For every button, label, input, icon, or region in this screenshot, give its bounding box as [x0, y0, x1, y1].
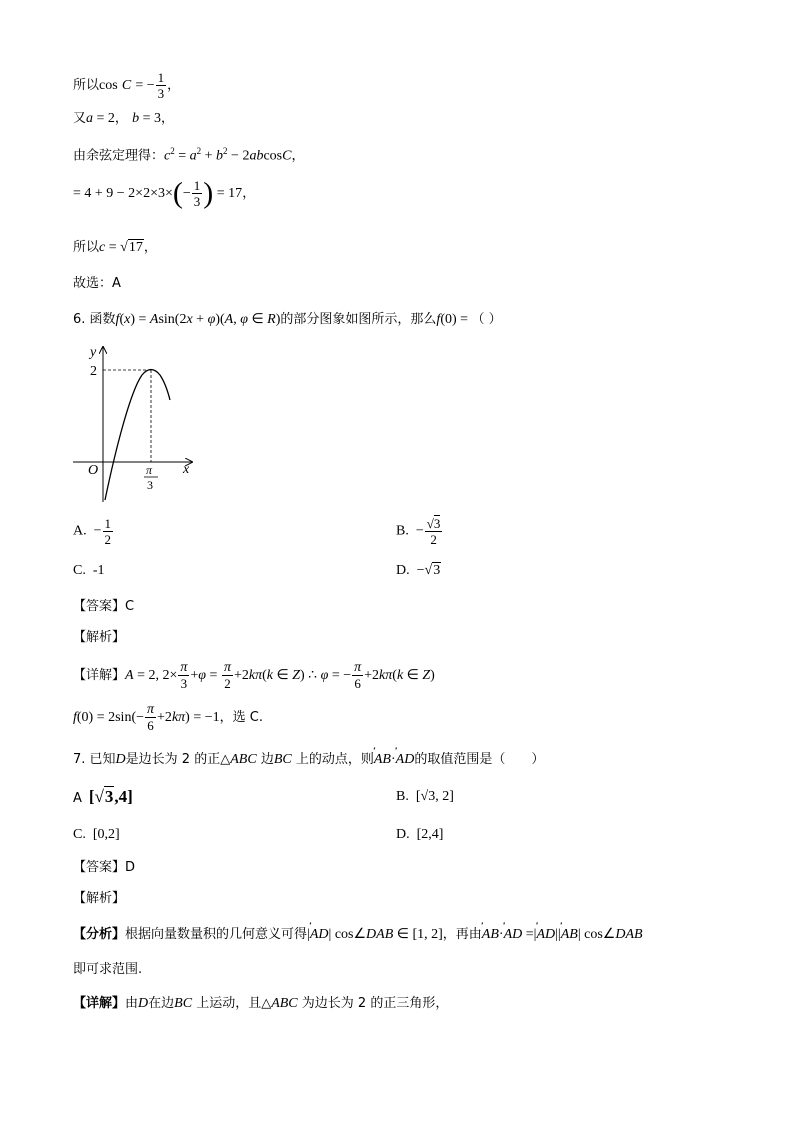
q7-fenxi: 【分析】根据向量数量积的几何意义可得|′′′ AD| cos∠DAB ∈ [1, 2]，再由′′′ AB·′′′ AD =|′′′ AD||′′′ AB| cos∠DAB: [73, 925, 643, 945]
q6-option-d[interactable]: D. −√3: [396, 563, 441, 578]
x-tick-den: 3: [147, 478, 153, 492]
text: ，再由: [442, 927, 482, 942]
option-letter: B.: [396, 789, 409, 804]
sine-curve: [105, 370, 170, 501]
q6-answer: 【答案】C: [73, 599, 135, 614]
text: 由余弦定理得：: [73, 148, 165, 164]
q7-option-a[interactable]: A [√3,4]: [73, 787, 133, 806]
text: 的取值范围是（ ）: [414, 752, 545, 767]
text: 由: [125, 996, 139, 1011]
detail-tag: 【详解】: [73, 668, 126, 683]
line-cosC: 所以cos C = − $\frac{1}{3}$ ，: [73, 70, 181, 101]
q6-analysis: 【解析】: [73, 630, 126, 645]
text: 所以: [73, 78, 100, 93]
q7-option-c[interactable]: [73, 824, 120, 846]
option-value: [√3, 2]: [415, 789, 454, 804]
text: 所以: [73, 240, 100, 255]
y-tick-label: 2: [90, 364, 97, 379]
detail-tag: 【详解】: [73, 996, 126, 1011]
q6-option-b[interactable]: B. − $\frac{√3}{2}$: [396, 516, 441, 547]
text: 6. 函数: [73, 312, 116, 327]
line-calc: = 4 + 9 − 2×2×3×(− $\frac{1}{3}$ ) = 17，: [73, 176, 256, 210]
option-letter: D.: [396, 563, 410, 578]
origin-label: O: [88, 463, 99, 478]
option-letter: D.: [396, 827, 410, 842]
text: 边: [260, 752, 274, 767]
line-ab: 又a = 2， b = 3，: [73, 111, 174, 126]
y-label: y: [90, 345, 97, 360]
line-cosine-law: 由余弦定理得：$c^2 = a^2 + b^2 - 2abcosC$，: [73, 146, 305, 164]
text: 上运动，且△: [196, 996, 272, 1011]
fenxi-tag: 【分析】: [73, 927, 126, 942]
q6-detail-2: f(0) = 2sin(− $\frac{\pi}{6}$ +2kπ) = −1，选 C.: [73, 702, 263, 733]
option-letter: B.: [396, 523, 409, 539]
x-label: x: [183, 462, 190, 477]
q7-option-d[interactable]: [396, 824, 443, 846]
sine-graph: [70, 342, 200, 507]
option-letter: C.: [73, 827, 86, 842]
q7-answer: 【答案】D: [73, 860, 136, 875]
option-value: [0,2]: [92, 827, 120, 842]
option-letter: A.: [73, 523, 87, 539]
text: 根据向量数量积的几何意义可得: [125, 927, 308, 942]
option-value: -1: [92, 563, 105, 578]
text: 的部分图象如图所示，那么: [280, 312, 437, 327]
text: ，选 C.: [219, 710, 263, 725]
q6-option-c[interactable]: [73, 560, 105, 582]
line-c-result: 所以c = √17，: [73, 240, 157, 255]
line-choose-a: 故选：A: [73, 276, 121, 291]
question-6: 6. 函数f(x) = Asin(2x + φ)(A, φ ∈ R)的部分图象如图所示，那么f(0) = （ ）: [73, 312, 502, 327]
q7-option-b[interactable]: [396, 786, 454, 808]
x-tick-num: π: [146, 463, 153, 477]
text: 为边长为 2 的正三角形，: [301, 996, 449, 1011]
q7-detail: 【详解】由D在边BC 上运动，且△ABC 为边长为 2 的正三角形，: [73, 996, 449, 1011]
text: （ ）: [471, 312, 502, 327]
text: 在边: [148, 996, 175, 1011]
q6-detail: 【详解】A = 2, 2× $\frac{\pi}{3}$ +φ = $\frac{\pi}{2}$ +2kπ(k ∈ Z) ∴ φ = − $\frac{\pi}{6}$ +2kπ(k ∈ Z): [73, 660, 435, 691]
q6-option-a[interactable]: A. − $\frac{1}{2}$: [73, 516, 112, 547]
text: 7. 已知: [73, 752, 116, 767]
text: 又: [73, 111, 87, 126]
option-value: [2,4]: [416, 827, 444, 842]
text: 上的动点，则: [295, 752, 374, 767]
q7-analysis: 【解析】: [73, 891, 126, 906]
option-letter: A: [73, 791, 82, 806]
option-letter: C.: [73, 563, 86, 578]
question-7: 7. 已知D是边长为 2 的正△ABC 边BC 上的动点，则′′′ AB·′′′ AD的取值范围是（ ）: [73, 750, 544, 770]
text: 是边长为 2 的正△: [125, 752, 231, 767]
q7-fenxi-end: 即可求范围.: [73, 962, 143, 977]
